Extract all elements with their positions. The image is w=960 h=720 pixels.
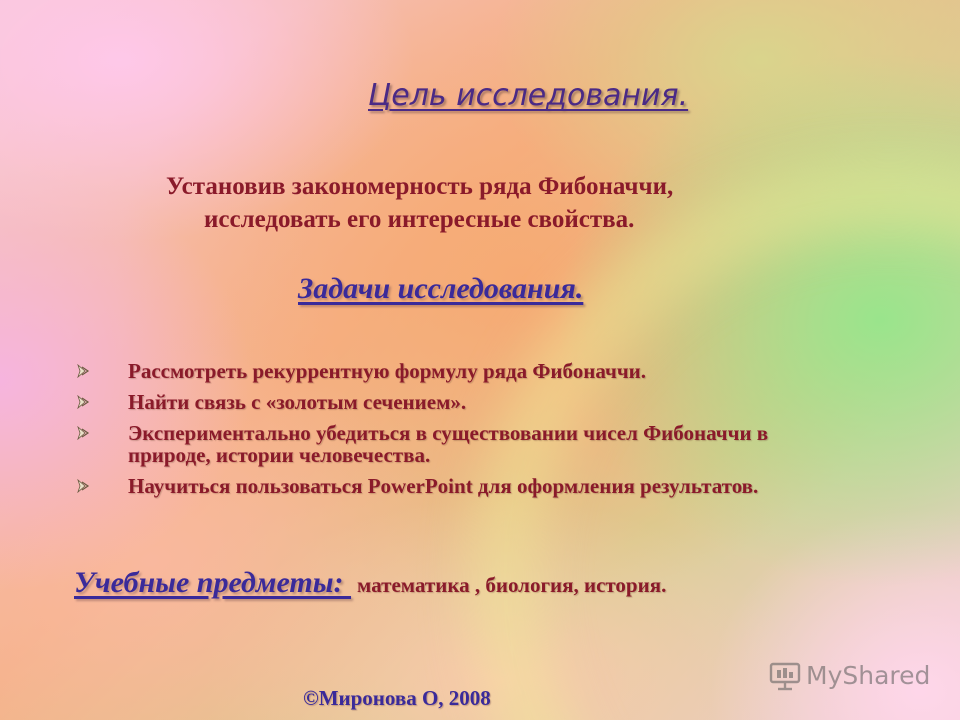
arrow-bullet-icon — [76, 479, 90, 493]
research-goal-line-1: Установив закономерность ряда Фибоначчи, — [166, 173, 674, 200]
watermark — [768, 658, 930, 692]
research-goal — [100, 170, 900, 236]
task-item — [74, 422, 854, 466]
arrow-bullet-icon — [76, 426, 90, 440]
subjects-value: математика , биология, история. — [357, 573, 667, 597]
task-text: Найти связь с «золотым сечением». — [128, 390, 467, 414]
task-text: Рассмотреть рекуррентную формулу ряда Фибоначчи. — [128, 359, 647, 383]
subjects-label: Учебные предметы: — [74, 566, 352, 599]
arrow-bullet-icon — [76, 395, 90, 409]
task-item — [74, 360, 854, 382]
research-goal-line-2: исследовать его интересные свойства. — [204, 206, 635, 233]
subjects-line — [74, 566, 666, 600]
task-text: Научиться пользоваться PowerPoint для оформления результатов. — [128, 474, 759, 498]
presentation-icon — [768, 658, 802, 692]
task-item — [74, 475, 854, 497]
task-item — [74, 391, 854, 413]
watermark-text: MyShared — [806, 660, 931, 690]
slide-title: Цель исследования. — [368, 78, 689, 113]
arrow-bullet-icon — [76, 364, 90, 378]
copyright: ©Миронова О, 2008 — [303, 686, 491, 710]
task-text: Экспериментально убедиться в существовании чисел Фибоначчи в природе, истории человечества. — [128, 421, 769, 467]
tasks-list — [74, 360, 854, 506]
tasks-heading: Задачи исследования. — [298, 272, 584, 305]
